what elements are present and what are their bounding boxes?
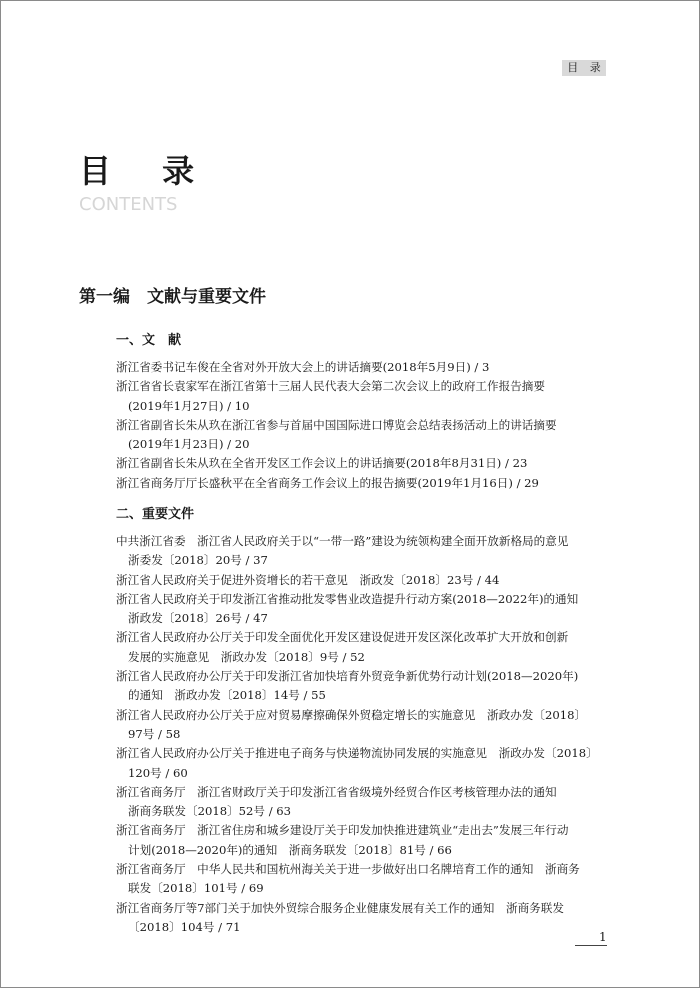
toc-entry[interactable] bbox=[116, 899, 616, 938]
toc-entry-title: 浙江省副省长朱从玖在全省开发区工作会议上的讲话摘要(2018年8月31日) / 23 bbox=[116, 456, 528, 471]
toc-entry-title: 浙江省副省长朱从玖在浙江省参与首届中国国际进口博览会总结表扬活动上的讲话摘要 bbox=[116, 417, 557, 432]
toc-entry-continuation: (2019年1月27日) / 10 bbox=[128, 398, 250, 413]
page-subtitle: CONTENTS bbox=[79, 194, 178, 215]
toc-entry-title: 浙江省省长袁家军在浙江省第十三届人民代表大会第二次会议上的政府工作报告摘要 bbox=[116, 379, 545, 394]
toc-entry-continuation: 120号 / 60 bbox=[128, 765, 188, 780]
footer-rule bbox=[575, 945, 607, 946]
section-heading: 二、重要文件 bbox=[116, 507, 195, 522]
toc-entry-title: 中共浙江省委 浙江省人民政府关于以“一带一路”建设为统领构建全面开放新格局的意见 bbox=[116, 534, 569, 548]
toc-entry-continuation: 浙政发〔2018〕26号 / 47 bbox=[128, 611, 268, 626]
toc-entry-title: 浙江省人民政府办公厅关于印发浙江省加快培育外贸竞争新优势行动计划(2018—2020年) bbox=[116, 669, 579, 684]
toc-entry[interactable] bbox=[116, 821, 616, 860]
toc-entry[interactable] bbox=[116, 706, 616, 745]
running-head: 目 录 bbox=[562, 60, 606, 76]
toc-entry-continuation: 浙委发〔2018〕20号 / 37 bbox=[128, 553, 268, 568]
toc-entry-continuation: (2019年1月23日) / 20 bbox=[128, 437, 250, 452]
toc-entry[interactable] bbox=[116, 860, 616, 899]
toc-entry[interactable] bbox=[116, 571, 616, 590]
toc-entry-continuation: 计划(2018—2020年)的通知 浙商务联发〔2018〕81号 / 66 bbox=[128, 842, 452, 857]
toc-entry-continuation: 浙商务联发〔2018〕52号 / 63 bbox=[128, 804, 292, 819]
toc-entry[interactable] bbox=[116, 416, 616, 455]
toc-entry-title: 浙江省商务厅厅长盛秋平在全省商务工作会议上的报告摘要(2019年1月16日) / 29 bbox=[116, 475, 539, 490]
section-important-documents bbox=[116, 505, 616, 937]
toc-entry-title: 浙江省商务厅等7部门关于加快外贸综合服务企业健康发展有关工作的通知 浙商务联发 bbox=[116, 900, 564, 915]
toc-entry-title: 浙江省人民政府办公厅关于应对贸易摩擦确保外贸稳定增长的实施意见 浙政办发〔2018〕 bbox=[116, 707, 587, 722]
toc-entry-title: 浙江省商务厅 浙江省财政厅关于印发浙江省省级境外经贸合作区考核管理办法的通知 bbox=[116, 784, 557, 799]
toc-entry[interactable] bbox=[116, 590, 616, 629]
toc-entry-continuation: 的通知 浙政办发〔2018〕14号 / 55 bbox=[128, 688, 326, 703]
toc-entry-list bbox=[116, 532, 616, 937]
toc-entry-continuation: 发展的实施意见 浙政办发〔2018〕9号 / 52 bbox=[128, 649, 365, 664]
toc-entry-title: 浙江省人民政府办公厅关于印发全面优化开发区建设促进开发区深化改革扩大开放和创新 bbox=[116, 630, 569, 645]
toc-entry[interactable] bbox=[116, 454, 616, 473]
toc-entry-title: 浙江省商务厅 中华人民共和国杭州海关关于进一步做好出口名牌培育工作的通知 浙商务 bbox=[116, 862, 580, 877]
section-literature bbox=[116, 331, 616, 493]
toc-entry[interactable] bbox=[116, 474, 616, 493]
part-title: 第一编 文献与重要文件 bbox=[79, 287, 266, 307]
toc-entry-title: 浙江省委书记车俊在全省对外开放大会上的讲话摘要(2018年5月9日) / 3 bbox=[116, 360, 490, 374]
toc-entry-list bbox=[116, 358, 616, 493]
toc-entry[interactable] bbox=[116, 667, 616, 706]
page-title: 目 录 bbox=[79, 152, 215, 190]
toc-entry-title: 浙江省商务厅 浙江省住房和城乡建设厅关于印发加快推进建筑业“走出去”发展三年行动 bbox=[116, 823, 569, 838]
section-heading: 一、文 献 bbox=[116, 333, 182, 348]
toc-entry[interactable] bbox=[116, 744, 616, 783]
toc-entry[interactable] bbox=[116, 783, 616, 822]
toc-entry-title: 浙江省人民政府关于印发浙江省推动批发零售业改造提升行动方案(2018—2022年)的通知 bbox=[116, 591, 579, 606]
toc-entry[interactable] bbox=[116, 532, 616, 571]
toc-entry[interactable] bbox=[116, 628, 616, 667]
toc-entry-continuation: 97号 / 58 bbox=[128, 726, 181, 741]
toc-entry-continuation: 〔2018〕104号 / 71 bbox=[128, 919, 241, 934]
toc-entry-continuation: 联发〔2018〕101号 / 69 bbox=[128, 881, 264, 896]
toc-entry-title: 浙江省人民政府办公厅关于推进电子商务与快递物流协同发展的实施意见 浙政办发〔2018〕 bbox=[116, 746, 598, 761]
toc-entry-title: 浙江省人民政府关于促进外资增长的若干意见 浙政发〔2018〕23号 / 44 bbox=[116, 572, 500, 587]
page-number: 1 bbox=[599, 930, 607, 944]
toc-entry[interactable] bbox=[116, 358, 616, 377]
toc-entry[interactable] bbox=[116, 377, 616, 416]
